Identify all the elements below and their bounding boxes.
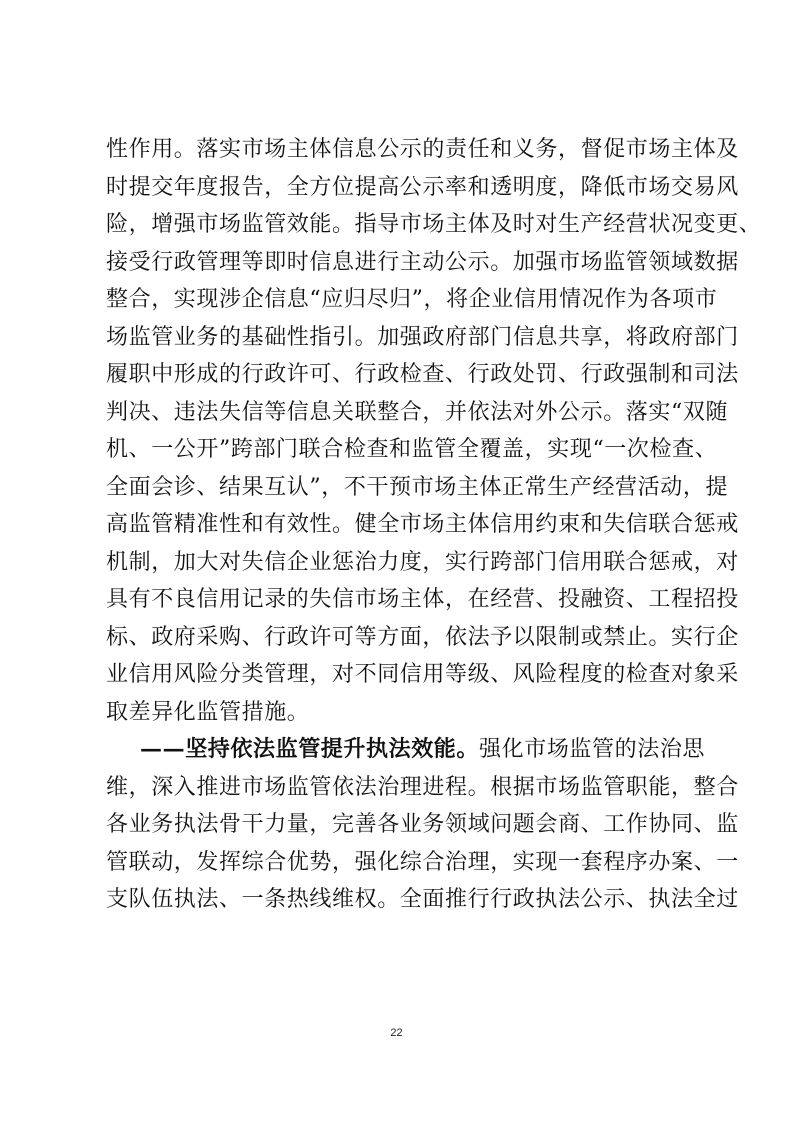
- text-line: 全面会诊、结果互认”，不干预市场主体正常生产经营活动，提: [106, 474, 729, 500]
- text-line: 取差异化监管措施。: [106, 699, 310, 725]
- text-line: 整合，实现涉企信息“应归尽归”，将企业信用情况作为各项市: [106, 287, 718, 312]
- text-line: 标、政府采购、行政许可等方面，依法予以限制或禁止。实行企: [106, 624, 739, 650]
- text-line: 业信用风险分类管理，对不同信用等级、风险程度的检查对象采: [106, 662, 739, 687]
- page-number: 22: [390, 1027, 403, 1039]
- body-text: [106, 131, 762, 919]
- text-line: 各业务执法骨干力量，完善各业务领域问题会商、工作协同、监: [106, 812, 739, 837]
- text-line: 管联动，发挥综合优势，强化综合治理，实现一套程序办案、一: [106, 849, 739, 875]
- section-heading-line: [106, 731, 706, 769]
- text-line: 时提交年度报告，全方位提高公示率和透明度，降低市场交易风: [106, 174, 739, 200]
- text-line: 履职中形成的行政许可、行政检查、行政处罚、行政强制和司法: [106, 362, 739, 387]
- text-line: 具有不良信用记录的失信市场主体，在经营、投融资、工程招投: [106, 587, 739, 612]
- text-line: 场监管业务的基础性指引。加强政府部门信息共享，将政府部门: [106, 324, 739, 350]
- text-line: 性作用。落实市场主体信息公示的责任和义务，督促市场主体及: [106, 137, 739, 162]
- text-line: 维，深入推进市场监管依法治理进程。根据市场监管职能，整合: [106, 774, 739, 800]
- text-line: 险，增强市场监管效能。指导市场主体及时对生产经营状况变更、: [106, 212, 762, 237]
- text-line: 机制，加大对失信企业惩治力度，实行跨部门信用联合惩戒，对: [106, 549, 739, 575]
- text-line: 支队伍执法、一条热线维权。全面推行行政执法公示、执法全过: [106, 887, 739, 912]
- text-line: 判决、违法失信等信息关联整合，并依法对外公示。落实“双随: [106, 399, 729, 425]
- heading-continuation: 强化市场监管的法治思: [479, 737, 706, 762]
- text-line: 接受行政管理等即时信息进行主动公示。加强市场监管领域数据: [106, 249, 739, 275]
- text-line: 高监管精准性和有效性。健全市场主体信用约束和失信联合惩戒: [106, 512, 739, 537]
- text-line: 机、一公开”跨部门联合检查和监管全覆盖，实现“一次检查、: [106, 437, 718, 462]
- section-heading: ——坚持依法监管提升执法效能。: [140, 736, 480, 762]
